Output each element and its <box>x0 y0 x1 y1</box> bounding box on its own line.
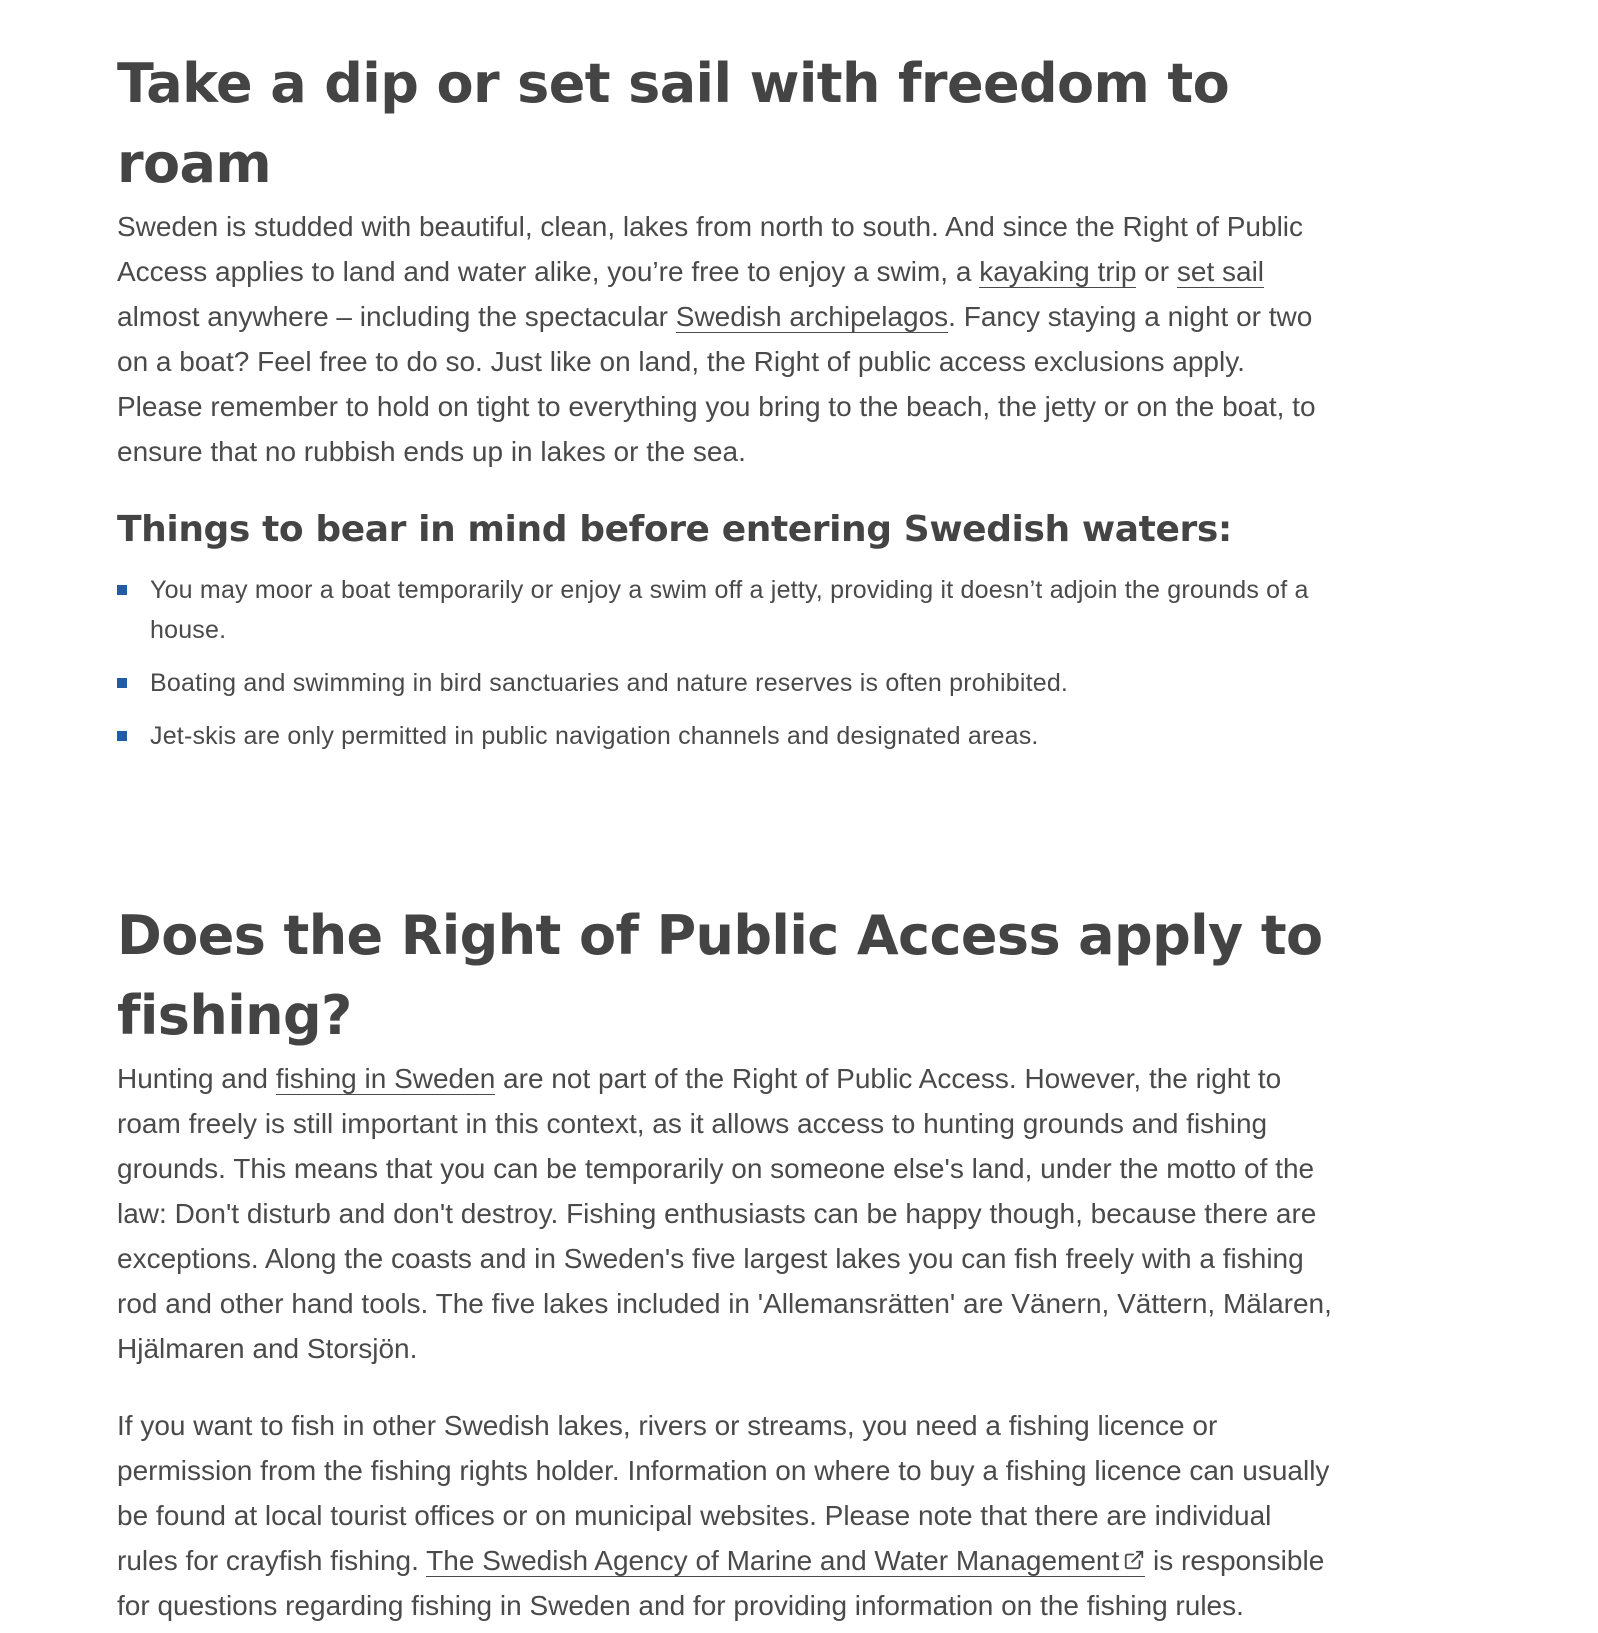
intro-text-2: or <box>1136 256 1177 287</box>
fishing-in-sweden-link[interactable]: fishing in Sweden <box>275 1063 496 1094</box>
set-sail-link[interactable]: set sail <box>1176 256 1265 287</box>
list-item-text: Boating and swimming in bird sanctuaries and nature reserves is often prohibited. <box>150 669 1069 697</box>
marine-water-agency-link[interactable] <box>426 1545 1145 1577</box>
article-content <box>117 0 1332 1628</box>
square-bullet-icon <box>117 678 127 688</box>
section-title-freedom-to-roam: Take a dip or set sail with freedom to roam <box>117 52 1230 195</box>
list-item-text: You may moor a boat temporarily or enjoy a swim off a jetty, providing it doesn’t adjoin the grounds of a house. <box>150 576 1309 644</box>
fishing-text-2: are not part of the Right of Public Access. However, the right to roam freely is still important in this context, as it allows access to hunting grounds and fishing grounds. This means that you can be temporarily on someone else's land, under the motto of the law: Don't disturb and don't destroy. Fishing enthusiasts can be happy though, because there are exceptions. Along the coasts and in Sweden's five largest lakes you can fish freely with a fishing rod and other hand tools. The five lakes included in 'Allemansrätten' are Vänern, Vättern, Mälaren, Hjälmaren and Storsjön. <box>117 1063 1332 1364</box>
section-title-fishing: Does the Right of Public Access apply to fishing? <box>117 904 1323 1047</box>
intro-text-4: . Fancy staying a night or two on a boat? Feel free to do so. Just like on land, the Right of public access exclusions apply. Please remember to hold on tight to everything you bring to the beach, the jetty or on the boat, to ensure that no rubbish ends up in lakes or the sea. <box>117 301 1316 467</box>
list-item <box>117 716 1332 756</box>
list-item <box>117 663 1332 703</box>
swedish-archipelagos-link[interactable]: Swedish archipelagos <box>675 301 949 332</box>
intro-text-3: almost anywhere – including the spectacular <box>117 301 676 332</box>
list-item <box>117 570 1332 650</box>
list-item-text: Jet-skis are only permitted in public navigation channels and designated areas. <box>150 722 1039 750</box>
square-bullet-icon <box>117 585 127 595</box>
waters-subheading: Things to bear in mind before entering Swedish waters: <box>117 509 1232 550</box>
external-link-icon <box>1123 1549 1145 1571</box>
licence-text-2: is responsible for questions regarding fishing in Sweden and for providing information on the fishing rules. <box>117 1545 1325 1621</box>
fishing-paragraph-2 <box>117 1403 1332 1628</box>
kayaking-trip-link[interactable]: kayaking trip <box>979 256 1137 287</box>
waters-bullet-list <box>117 570 1332 756</box>
intro-text-1: Sweden is studded with beautiful, clean, lakes from north to south. And since the Right of Public Access applies to land and water alike, you’re free to enjoy a swim, a <box>117 211 1304 287</box>
fishing-paragraph-1 <box>117 1056 1332 1371</box>
fishing-text-1: Hunting and <box>117 1063 276 1094</box>
licence-text-1: If you want to fish in other Swedish lakes, rivers or streams, you need a fishing licence or permission from the fishing rights holder. Information on where to buy a fishing licence can usually be found at local tourist offices or on municipal websites. Please note that there are individual rules for crayfish fishing. <box>117 1410 1330 1576</box>
intro-paragraph <box>117 204 1332 474</box>
square-bullet-icon <box>117 731 127 741</box>
marine-water-agency-link-label: The Swedish Agency of Marine and Water Management <box>426 1545 1120 1576</box>
